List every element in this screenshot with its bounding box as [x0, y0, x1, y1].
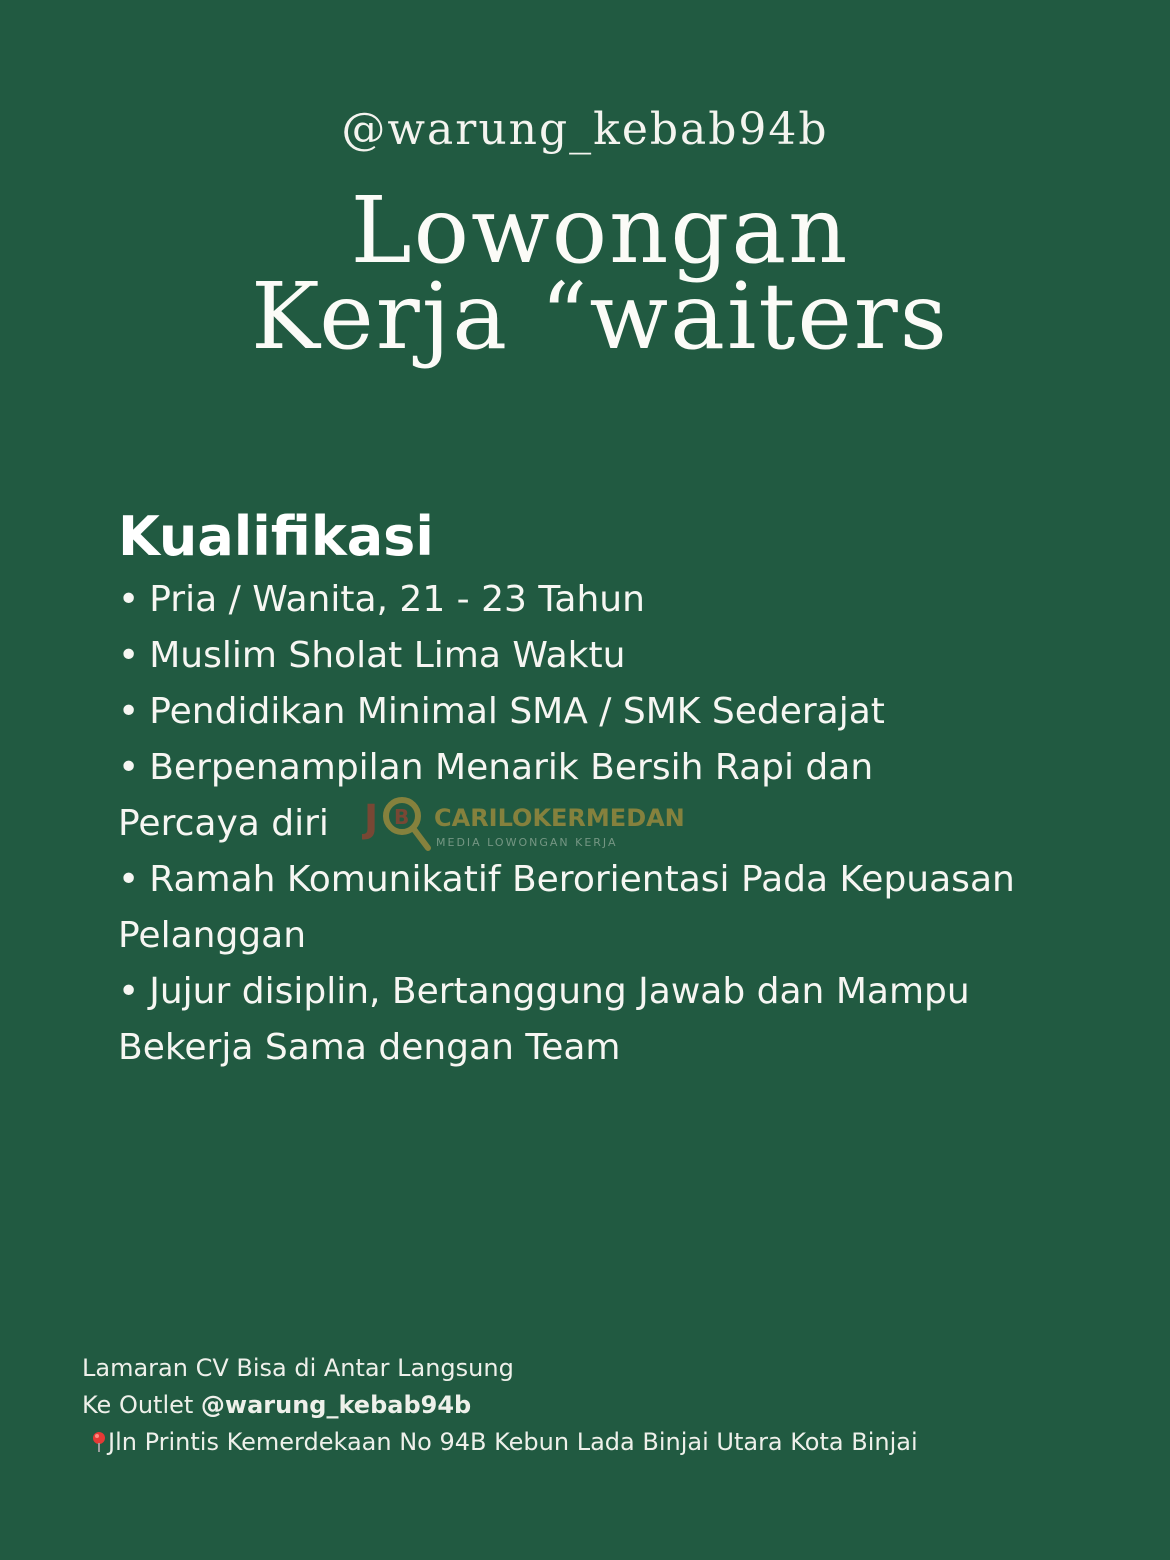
list-item	[118, 628, 1078, 684]
outlet-handle: @warung_kebab94b	[200, 1391, 472, 1419]
qualification-text: Pria / Wanita, 21 - 23 Tahun	[149, 579, 645, 620]
address-text: Jln Printis Kemerdekaan No 94B Kebun Lada Binjai Utara Kota Binjai	[108, 1428, 918, 1456]
bullet: •	[118, 747, 140, 788]
watermark	[362, 784, 685, 858]
footer-info	[82, 1350, 1082, 1461]
outlet-prefix: Ke Outlet	[82, 1391, 201, 1419]
svg-text:J: J	[364, 797, 379, 841]
poster-title-line2: Kerja “waiters	[251, 263, 949, 370]
qualification-text-continued: Bekerja Sama dengan Team	[118, 1027, 621, 1068]
list-item	[118, 684, 1078, 740]
list-item	[118, 572, 1078, 628]
bullet: •	[118, 859, 140, 900]
bullet: •	[118, 579, 140, 620]
svg-text:B: B	[394, 805, 410, 829]
footer-line-outlet	[82, 1387, 1082, 1424]
qualification-text-continued: Pelanggan	[118, 915, 307, 956]
qualification-text-continued: Percaya diri	[118, 803, 329, 844]
instagram-handle: @warung_kebab94b	[341, 104, 829, 155]
qualification-text: Berpenampilan Menarik Bersih Rapi dan	[149, 747, 874, 788]
qualification-text: Jujur disiplin, Bertanggung Jawab dan Mampu	[149, 971, 970, 1012]
bullet: •	[118, 971, 140, 1012]
qualification-text: Ramah Komunikatif Berorientasi Pada Kepuasan	[149, 859, 1015, 900]
qualification-text: Pendidikan Minimal SMA / SMK Sederajat	[149, 691, 885, 732]
bullet: •	[118, 691, 140, 732]
watermark-subtitle: MEDIA LOWONGAN KERJA	[436, 836, 618, 849]
list-item	[118, 852, 1078, 964]
footer-line-address	[82, 1424, 1082, 1461]
qualifications-heading: Kualifikasi	[118, 505, 434, 568]
poster-title-line1: Lowongan	[350, 177, 850, 284]
job-magnifier-logo-icon	[362, 788, 432, 852]
map-pin-icon	[90, 1431, 108, 1453]
watermark-name: CARILOKERMEDAN	[434, 804, 685, 832]
qualification-text: Muslim Sholat Lima Waktu	[149, 635, 626, 676]
footer-line-cv: Lamaran CV Bisa di Antar Langsung	[82, 1354, 514, 1382]
bullet: •	[118, 635, 140, 676]
list-item	[118, 964, 1078, 1076]
